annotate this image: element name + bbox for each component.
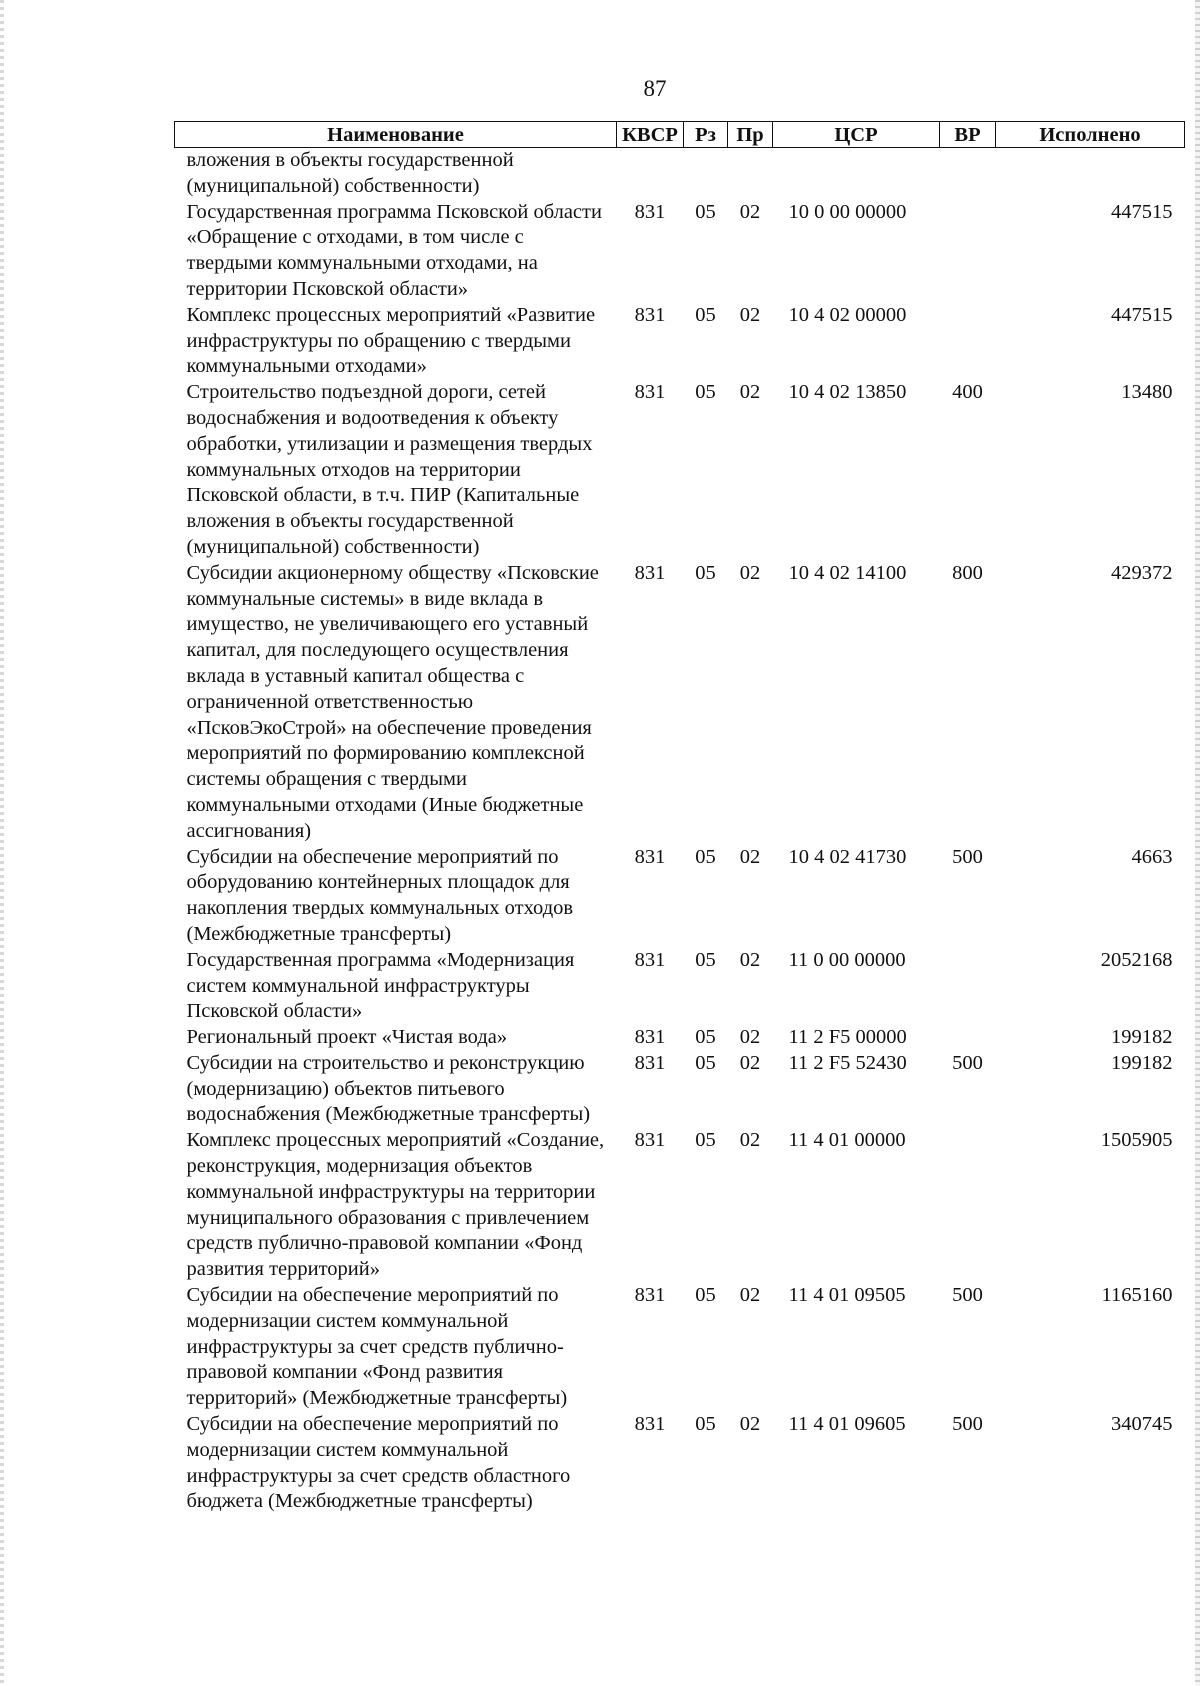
row-rz: 05 <box>695 561 716 584</box>
row-name: Субсидии акционерному обществу «Псковские коммунальные системы» в виде вклада в имущество, не увеличивающего его уставный капитал, для последующего осуществления вклада в уставный капитал общества с ограниченной ответственностью «ПсковЭкоСтрой» на обеспечение проведения мероприятий по формированию комплексной системы обращения с твердыми коммунальными отходами (Иные бюджетные ассигнования) <box>186 561 599 842</box>
row-csr: 11 2 F5 52430 <box>788 1051 907 1074</box>
row-name: Региональный проект «Чистая вода» <box>186 1026 508 1049</box>
row-rz: 05 <box>695 948 716 971</box>
row-isp: 13480 <box>1121 381 1173 404</box>
row-name: Государственная программа Псковской области «Обращение с отходами, в том числе с твердыми коммунальными отходами, на территории Псковской области» <box>186 200 602 300</box>
row-kvsr: 831 <box>634 1413 666 1436</box>
row-isp: 447515 <box>1111 303 1173 326</box>
row-rz: 05 <box>695 1026 716 1049</box>
row-csr: 10 4 02 13850 <box>788 381 907 404</box>
row-isp <box>996 148 1185 200</box>
row-csr: 11 4 01 09605 <box>788 1413 906 1436</box>
row-rz: 05 <box>695 303 716 326</box>
row-pr: 02 <box>739 1051 761 1074</box>
row-kvsr: 831 <box>634 381 666 404</box>
row-kvsr: 831 <box>634 561 666 584</box>
row-vr <box>940 1025 996 1051</box>
row-vr: 500 <box>952 1284 983 1307</box>
row-isp: 199182 <box>1111 1051 1173 1074</box>
row-pr: 02 <box>739 561 761 584</box>
row-csr: 11 2 F5 00000 <box>788 1026 907 1049</box>
header-vr: ВР <box>940 122 996 148</box>
header-pr: Пр <box>728 122 773 148</box>
row-isp: 340745 <box>1111 1413 1173 1436</box>
row-pr: 02 <box>739 200 761 223</box>
row-csr: 10 4 02 41730 <box>788 845 907 868</box>
row-kvsr: 831 <box>634 948 666 971</box>
row-rz: 05 <box>695 1413 716 1436</box>
row-isp: 1505905 <box>1100 1129 1173 1152</box>
row-name: Субсидии на обеспечение мероприятий по оборудованию контейнерных площадок для накопления твердых коммунальных отходов (Межбюджетные трансферты) <box>186 845 574 945</box>
row-rz: 05 <box>695 200 716 223</box>
row-vr <box>940 148 996 200</box>
table-row <box>175 845 1185 948</box>
row-pr: 02 <box>739 1129 761 1152</box>
row-kvsr: 831 <box>634 1129 666 1152</box>
row-csr: 10 4 02 14100 <box>788 561 907 584</box>
row-csr <box>773 148 940 200</box>
row-csr: 10 0 00 00000 <box>788 200 907 223</box>
row-pr: 02 <box>739 381 761 404</box>
row-name: Комплекс процессных мероприятий «Развитие инфраструктуры по обращению с твердыми коммунальными отходами» <box>186 303 596 378</box>
row-rz: 05 <box>695 1284 716 1307</box>
row-vr: 500 <box>952 1051 983 1074</box>
row-name: Строительство подъездной дороги, сетей водоснабжения и водоотведения к объекту обработки, утилизации и размещения твердых коммунальных отходов на территории Псковской области, в т.ч. ПИР (Капитальные вложения в объекты государственной (муниципальной) собственности) <box>186 381 593 558</box>
row-kvsr: 831 <box>634 845 666 868</box>
table-row <box>175 561 1185 845</box>
row-name: Государственная программа «Модернизация систем коммунальной инфраструктуры Псковской области» <box>186 948 575 1023</box>
row-vr <box>940 303 996 380</box>
row-name: вложения в объекты государственной (муниципальной) собственности) <box>186 149 514 197</box>
row-isp: 199182 <box>1111 1026 1173 1049</box>
row-rz: 05 <box>695 1051 716 1074</box>
row-kvsr: 831 <box>634 200 666 223</box>
table-row <box>175 1412 1185 1515</box>
row-pr: 02 <box>739 1026 761 1049</box>
page-number: 87 <box>643 76 667 101</box>
row-vr <box>940 1128 996 1283</box>
row-pr: 02 <box>739 1413 761 1436</box>
table-row <box>175 1051 1185 1128</box>
header-csr: ЦСР <box>773 122 940 148</box>
row-csr: 10 4 02 00000 <box>788 303 907 326</box>
row-isp: 429372 <box>1111 561 1173 584</box>
scan-edge-left <box>0 0 4 1686</box>
row-pr: 02 <box>739 845 761 868</box>
row-pr: 02 <box>739 303 761 326</box>
row-isp: 2052168 <box>1100 948 1173 971</box>
row-isp: 4663 <box>1131 845 1173 868</box>
row-pr: 02 <box>739 1284 761 1307</box>
table-row <box>175 948 1185 1025</box>
table-row <box>175 1283 1185 1412</box>
row-kvsr: 831 <box>634 1051 666 1074</box>
table-row <box>175 1025 1185 1051</box>
header-name: Наименование <box>175 122 617 148</box>
row-isp: 447515 <box>1111 200 1173 223</box>
scan-edge-right <box>1195 0 1200 1686</box>
row-rz: 05 <box>695 381 716 404</box>
row-vr: 800 <box>952 561 983 584</box>
row-vr: 400 <box>952 381 983 404</box>
header-isp: Исполнено <box>996 122 1185 148</box>
table-row <box>175 148 1185 200</box>
row-name: Комплекс процессных мероприятий «Создание, реконструкция, модернизация объектов коммунальной инфраструктуры на территории муниципального образования с привлечением средств публично-правовой компании «Фонд развития территорий» <box>186 1129 605 1281</box>
row-rz <box>684 148 728 200</box>
row-kvsr <box>617 148 684 200</box>
header-kvsr: КВСР <box>617 122 684 148</box>
row-name: Субсидии на обеспечение мероприятий по модернизации систем коммунальной инфраструктуры за счет средств публично-правовой компании «Фонд развития территорий» (Межбюджетные трансферты) <box>186 1284 568 1410</box>
table-header-row <box>175 122 1185 148</box>
row-vr: 500 <box>952 1413 983 1436</box>
budget-table-container <box>174 121 1184 1515</box>
header-rz: Рз <box>684 122 728 148</box>
table-row <box>175 303 1185 380</box>
row-vr <box>940 200 996 303</box>
table-row <box>175 200 1185 303</box>
row-kvsr: 831 <box>634 1284 666 1307</box>
budget-table <box>174 121 1185 1515</box>
row-pr <box>728 148 773 200</box>
table-row <box>175 1128 1185 1283</box>
table-row <box>175 380 1185 561</box>
row-csr: 11 0 00 00000 <box>788 948 906 971</box>
row-kvsr: 831 <box>634 303 666 326</box>
row-name: Субсидии на строительство и реконструкцию (модернизацию) объектов питьевого водоснабжения (Межбюджетные трансферты) <box>186 1051 591 1126</box>
row-rz: 05 <box>695 1129 716 1152</box>
row-pr: 02 <box>739 948 761 971</box>
row-vr <box>940 948 996 1025</box>
row-csr: 11 4 01 09505 <box>788 1284 906 1307</box>
row-csr: 11 4 01 00000 <box>788 1129 906 1152</box>
row-vr: 500 <box>952 845 983 868</box>
row-rz: 05 <box>695 845 716 868</box>
row-name: Субсидии на обеспечение мероприятий по модернизации систем коммунальной инфраструктуры за счет средств областного бюджета (Межбюджетные трансферты) <box>186 1413 571 1513</box>
row-kvsr: 831 <box>634 1026 666 1049</box>
row-isp: 1165160 <box>1101 1284 1173 1307</box>
